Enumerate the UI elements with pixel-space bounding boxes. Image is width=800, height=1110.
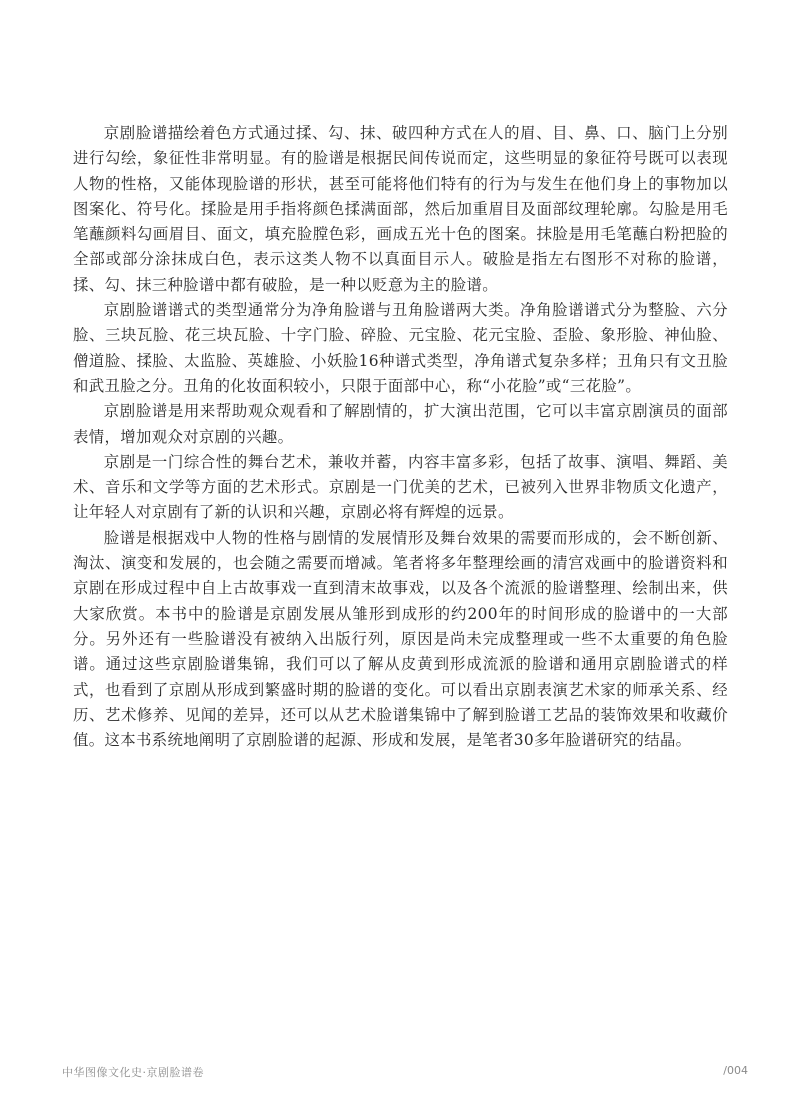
- paragraph-2: 京剧脸谱谱式的类型通常分为净角脸谱与丑角脸谱两大类。净角脸谱谱式分为整脸、六分脸、三块瓦脸、花三块瓦脸、十字门脸、碎脸、元宝脸、花元宝脸、歪脸、象形脸、神仙脸、僧道脸、揉脸、太监脸、英雄脸、小妖脸16种谱式类型，净角谱式复杂多样；丑角只有文丑脸和武丑脸之分。丑角的化妆面积较小，只限于面部中心，称“小花脸”或“三花脸”。: [73, 301, 728, 395]
- paragraph-4: 京剧是一门综合性的舞台艺术，兼收并蓄，内容丰富多彩，包括了故事、演唱、舞蹈、美术、音乐和文学等方面的艺术形式。京剧是一门优美的艺术，已被列入世界非物质文化遗产，让年轻人对京剧有了新的认识和兴趣，京剧必将有辉煌的远景。: [73, 452, 728, 522]
- body-text: [73, 121, 728, 753]
- paragraph-3: 京剧脸谱是用来帮助观众观看和了解剧情的，扩大演出范围，它可以丰富京剧演员的面部表情，增加观众对京剧的兴趣。: [73, 402, 728, 446]
- paragraph-1: 京剧脸谱描绘着色方式通过揉、勾、抹、破四种方式在人的眉、目、鼻、口、脑门上分别进行勾绘，象征性非常明显。有的脸谱是根据民间传说而定，这些明显的象征符号既可以表现人物的性格，又能体现脸谱的形状，甚至可能将他们特有的行为与发生在他们身上的事物加以图案化、符号化。揉脸是用手指将颜色揉满面部，然后加重眉目及面部纹理轮廓。勾脸是用毛笔蘸颜料勾画眉目、面文，填充脸膛色彩，画成五光十色的图案。抹脸是用毛笔蘸白粉把脸的全部或部分涂抹成白色，表示这类人物不以真面目示人。破脸是指左右图形不对称的脸谱，揉、勾、抹三种脸谱中都有破脸，是一种以贬意为主的脸谱。: [73, 124, 728, 294]
- footer-book-title: 中华图像文化史·京剧脸谱卷: [62, 1066, 204, 1079]
- footer-page-number: /004: [723, 1064, 748, 1077]
- paragraph-5: 脸谱是根据戏中人物的性格与剧情的发展情形及舞台效果的需要而形成的，会不断创新、淘汰、演变和发展的，也会随之需要而增减。笔者将多年整理绘画的清宫戏画中的脸谱资料和京剧在形成过程中自上古故事戏一直到清末故事戏，以及各个流派的脸谱整理、绘制出来，供大家欣赏。本书中的脸谱是京剧发展从雏形到成形的约200年的时间形成的脸谱中的一大部分。另外还有一些脸谱没有被纳入出版行列，原因是尚未完成整理或一些不太重要的角色脸谱。通过这些京剧脸谱集锦，我们可以了解从皮黄到形成流派的脸谱和通用京剧脸谱式的样式，也看到了京剧从形成到繁盛时期的脸谱的变化。可以看出京剧表演艺术家的师承关系、经历、艺术修养、见闻的差异，还可以从艺术脸谱集锦中了解到脸谱工艺品的装饰效果和收藏价值。这本书系统地阐明了京剧脸谱的起源、形成和发展，是笔者30多年脸谱研究的结晶。: [73, 528, 728, 750]
